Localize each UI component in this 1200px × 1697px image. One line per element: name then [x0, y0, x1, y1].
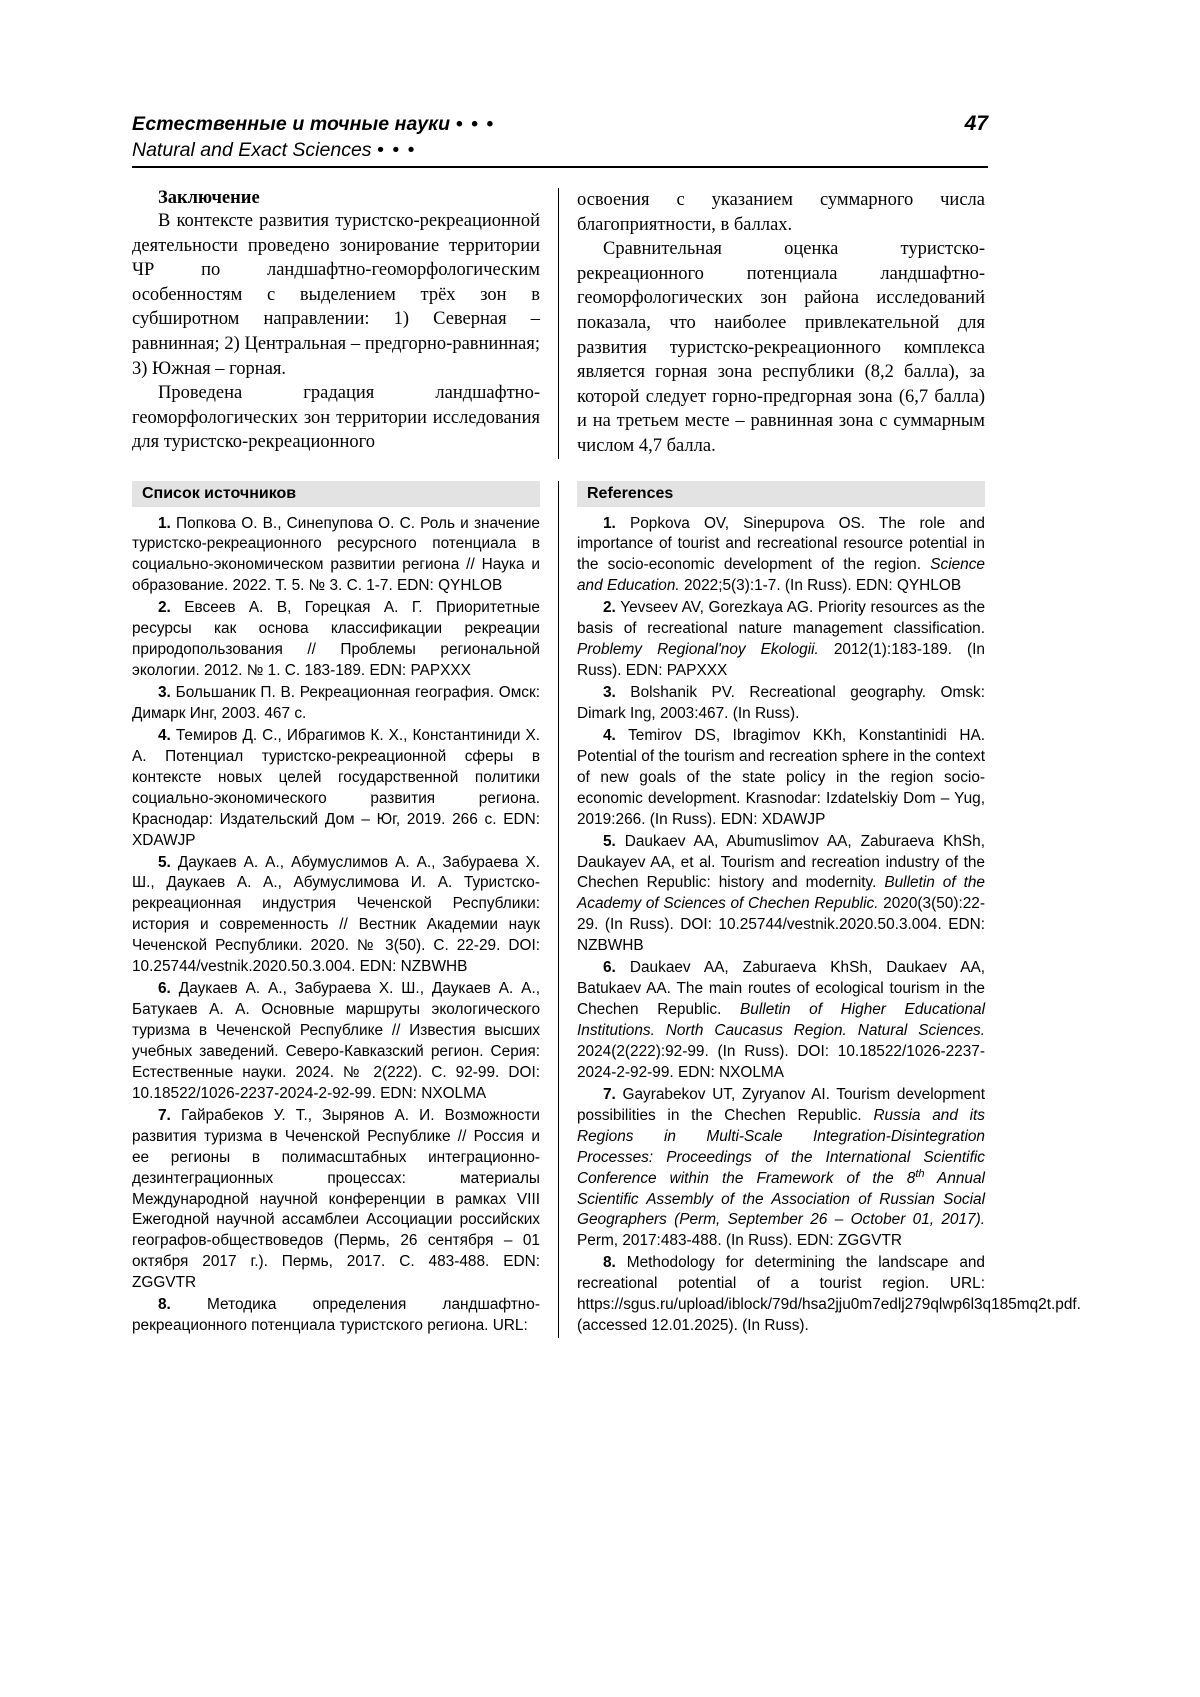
reference-item-en: 3. Bolshanik PV. Recreational geography. Omsk: Dimark Ing, 2003:467. (In Russ).	[577, 684, 985, 722]
reference-item-en: 1. Popkova OV, Sinepupova OS. The role and importance of tourist and recreational resource potential in the socio-economic development of the region. Science and Education. 2022;5(3):1-7. (In Russ). EDN: QYHLOB	[577, 514, 985, 595]
reference-item-en: 4. Temirov DS, Ibragimov KKh, Konstantinidi HA. Potential of the tourism and recreation sphere in the context of new goals of the state policy in the region socio-economic development. Krasnodar: Izdatelskiy Dom – Yug, 2019:266. (In Russ). EDN: XDAWJP	[577, 726, 985, 828]
reference-number: 4.	[603, 726, 616, 744]
running-head-top-row	[132, 112, 988, 136]
running-head-title-ru-text: Естественные и точные науки	[132, 113, 451, 135]
reference-item-en: 8. Methodology for determining the landscape and recreational potential of a tourist region. URL: https://sgus.ru/upload/iblock/79d/hsa2jju0m7edlj279qlwp6l3q185mq2t.pdf. (accessed 12.01.2025). (In Russ).	[577, 1254, 1081, 1335]
reference-text-segment: Bulletin of the Academy of Sciences of Chechen Republic.	[577, 874, 985, 913]
page-number: 47	[964, 112, 988, 135]
body-paragraph: Проведена градация ландшафтно-геоморфологических зон территории исследования для туристско-рекреационного	[132, 383, 540, 453]
reference-number: 3.	[603, 684, 616, 702]
reference-item-ru: 2. Евсеев А. В, Горецкая А. Г. Приоритетные ресурсы как основа классификации рекреации природопользования // Проблемы региональной экологии. 2012. № 1. С. 183-189. EDN: PAPXXX	[132, 599, 540, 680]
reference-text-segment: Problemy Regional'noy Ekologii.	[577, 641, 819, 659]
running-head-dots-en: • • •	[376, 139, 416, 161]
reference-text-segment: Russia and its Regions in Multi-Scale Integration-Disintegration Processes: Proceedings of the International Scientific Conference within the Framework of the 8	[577, 1106, 985, 1187]
body-paragraph: Сравнительная оценка туристско-рекреационного потенциала ландшафтно-геоморфологических зон района исследований показала, что наиболее привлекательной для развития туристско-рекреационного комплекса является горная зона республики (8,2 балла), за которой следует горно-предгорная зона (6,7 балла) и на третьем месте – равнинная зона с суммарным числом 4,7 балла.	[577, 239, 985, 456]
reference-number: 4.	[158, 726, 171, 744]
reference-item-ru: 8. Методика определения ландшафтно-рекреационного потенциала туристского региона. URL:	[132, 1296, 540, 1335]
running-head-title-en	[132, 139, 988, 162]
running-head-title-en-text: Natural and Exact Sciences	[132, 139, 372, 161]
reference-number: 1.	[603, 514, 616, 532]
running-head	[132, 112, 988, 168]
reference-item-en: 5. Daukaev AA, Abumuslimov AA, Zaburaeva KhSh, Daukayev AA, et al. Tourism and recreation industry of the Chechen Republic: history and modernity. Bulletin of the Academy of Sciences of Chechen Republic. 2020(3(50):22-29. (In Russ). DOI: 10.25744/vestnik.2020.50.3.004. EDN: NZBWHB	[577, 832, 985, 955]
reference-number: 2.	[158, 599, 171, 617]
reference-number: 3.	[158, 684, 171, 702]
references-header-en: References	[577, 481, 985, 507]
body-paragraph: освоения с указанием суммарного числа благоприятности, в баллах.	[577, 190, 985, 235]
reference-item-en: 7. Gayrabekov UT, Zyryanov AI. Tourism development possibilities in the Chechen Republic. Russia and its Regions in Multi-Scale Integration-Disintegration Processes: Proceedings of the International Scientific Conference within the Framework of the 8th Annual Scientific Assembly of the Association of Russian Social Geographers (Perm, September 26 – October 01, 2017). Perm, 2017:483-488. (In Russ). EDN: ZGGVTR	[577, 1085, 985, 1250]
reference-item-en: 6. Daukaev AA, Zaburaeva KhSh, Daukaev AA, Batukaev AA. The main routes of ecological tourism in the Chechen Republic. Bulletin of Higher Educational Institutions. North Caucasus Region. Natural Sciences. 2024(2(222):92-99. (In Russ). DOI: 10.18522/1026-2237-2024-2-92-99. EDN: NXOLMA	[577, 959, 985, 1081]
reference-number: 1.	[158, 514, 171, 532]
references-list-ru	[132, 514, 540, 1338]
reference-number: 8.	[603, 1254, 616, 1272]
reference-number: 6.	[603, 959, 616, 977]
references-section	[132, 481, 1081, 1339]
reference-text-segment: Annual Scientific Assembly of the Association of Russian Social Geographers (Perm, September 26 – October 01, 2017).	[577, 1169, 985, 1229]
body-column-left	[132, 188, 559, 459]
reference-number: 7.	[603, 1085, 616, 1103]
reference-item-ru: 5. Даукаев А. А., Абумуслимов А. А., Забураева Х. Ш., Даукаев А. А., Абумуслимова И. А. Туристско-рекреационная индустрия Чеченской Республики: история и современность // Вестник Академии наук Чеченской Республики. 2020. № 3(50). С. 22-29. DOI: 10.25744/vestnik.2020.50.3.004. EDN: NZBWHB	[132, 853, 540, 976]
running-head-dots-ru: • • •	[455, 113, 495, 135]
references-list-en	[577, 514, 1081, 1338]
body-columns	[132, 188, 988, 459]
reference-item-en: 2. Yevseev AV, Gorezkaya AG. Priority resources as the basis of recreational nature management classification. Problemy Regional'noy Ekologii. 2012(1):183-189. (In Russ). EDN: PAPXXX	[577, 599, 985, 680]
reference-number: 7.	[158, 1106, 171, 1124]
reference-number: 8.	[158, 1296, 171, 1314]
reference-item-ru: 4. Темиров Д. С., Ибрагимов К. Х., Константиниди Х. А. Потенциал туристско-рекреационной сферы в контексте новых целей государственной политики социально-экономического развития региона. Краснодар: Издательский Дом – Юг, 2019. 266 с. EDN: XDAWJP	[132, 726, 540, 849]
reference-item-ru: 1. Попкова О. В., Синепупова О. С. Роль и значение туристско-рекреационного ресурсного потенциала в социально-экономическом развитии региона // Наука и образование. 2022. Т. 5. № 3. С. 1-7. EDN: QYHLOB	[132, 514, 540, 595]
body-paragraph: В контексте развития туристско-рекреационной деятельности проведено зонирование территории ЧР по ландшафтно-геоморфологическим особенностям с выделением трёх зон в субширотном направлении: 1) Северная – равнинная; 2) Центральная – предгорно-равнинная; 3) Южная – горная.	[132, 211, 540, 379]
reference-number: 2.	[603, 599, 616, 617]
reference-item-ru: 6. Даукаев А. А., Забураева Х. Ш., Даукаев А. А., Батукаев А. А. Основные маршруты экологического туризма в Чеченской Республике // Известия высших учебных заведений. Северо-Кавказский регион. Серия: Естественные науки. 2024. № 2(222). С. 92-99. DOI: 10.18522/1026-2237-2024-2-92-99. EDN: NXOLMA	[132, 980, 540, 1102]
reference-number: 5.	[603, 832, 616, 850]
reference-number: 5.	[158, 853, 171, 871]
references-header-ru: Список источников	[132, 481, 540, 507]
reference-item-ru: 7. Гайрабеков У. Т., Зырянов А. И. Возможности развития туризма в Чеченской Республике // Россия и ее регионы в полимасштабных интеграционно-дезинтеграционных процессах: материалы Международной научной конференции в рамках VIII Ежегодной научной ассамблеи Ассоциации российских географов-обществоведов (Пермь, 26 сентября – 01 октября 2017 г.). Пермь, 2017. С. 483-488. EDN: ZGGVTR	[132, 1106, 540, 1292]
reference-text-segment: Science and Education.	[577, 556, 985, 595]
references-column-en	[558, 481, 1081, 1339]
reference-item-ru: 3. Большаник П. В. Рекреационная география. Омск: Димарк Инг, 2003. 467 с.	[132, 684, 540, 722]
body-column-right	[559, 188, 985, 459]
conclusion-heading: Заключение	[158, 188, 260, 208]
page-content	[132, 112, 1081, 1338]
references-column-ru	[132, 481, 558, 1339]
reference-text-segment: th	[915, 1167, 925, 1180]
reference-text-segment: Bulletin of Higher Educational Institutions. North Caucasus Region. Natural Sciences.	[577, 1001, 985, 1040]
reference-number: 6.	[158, 980, 171, 998]
running-head-title-ru	[132, 113, 495, 136]
